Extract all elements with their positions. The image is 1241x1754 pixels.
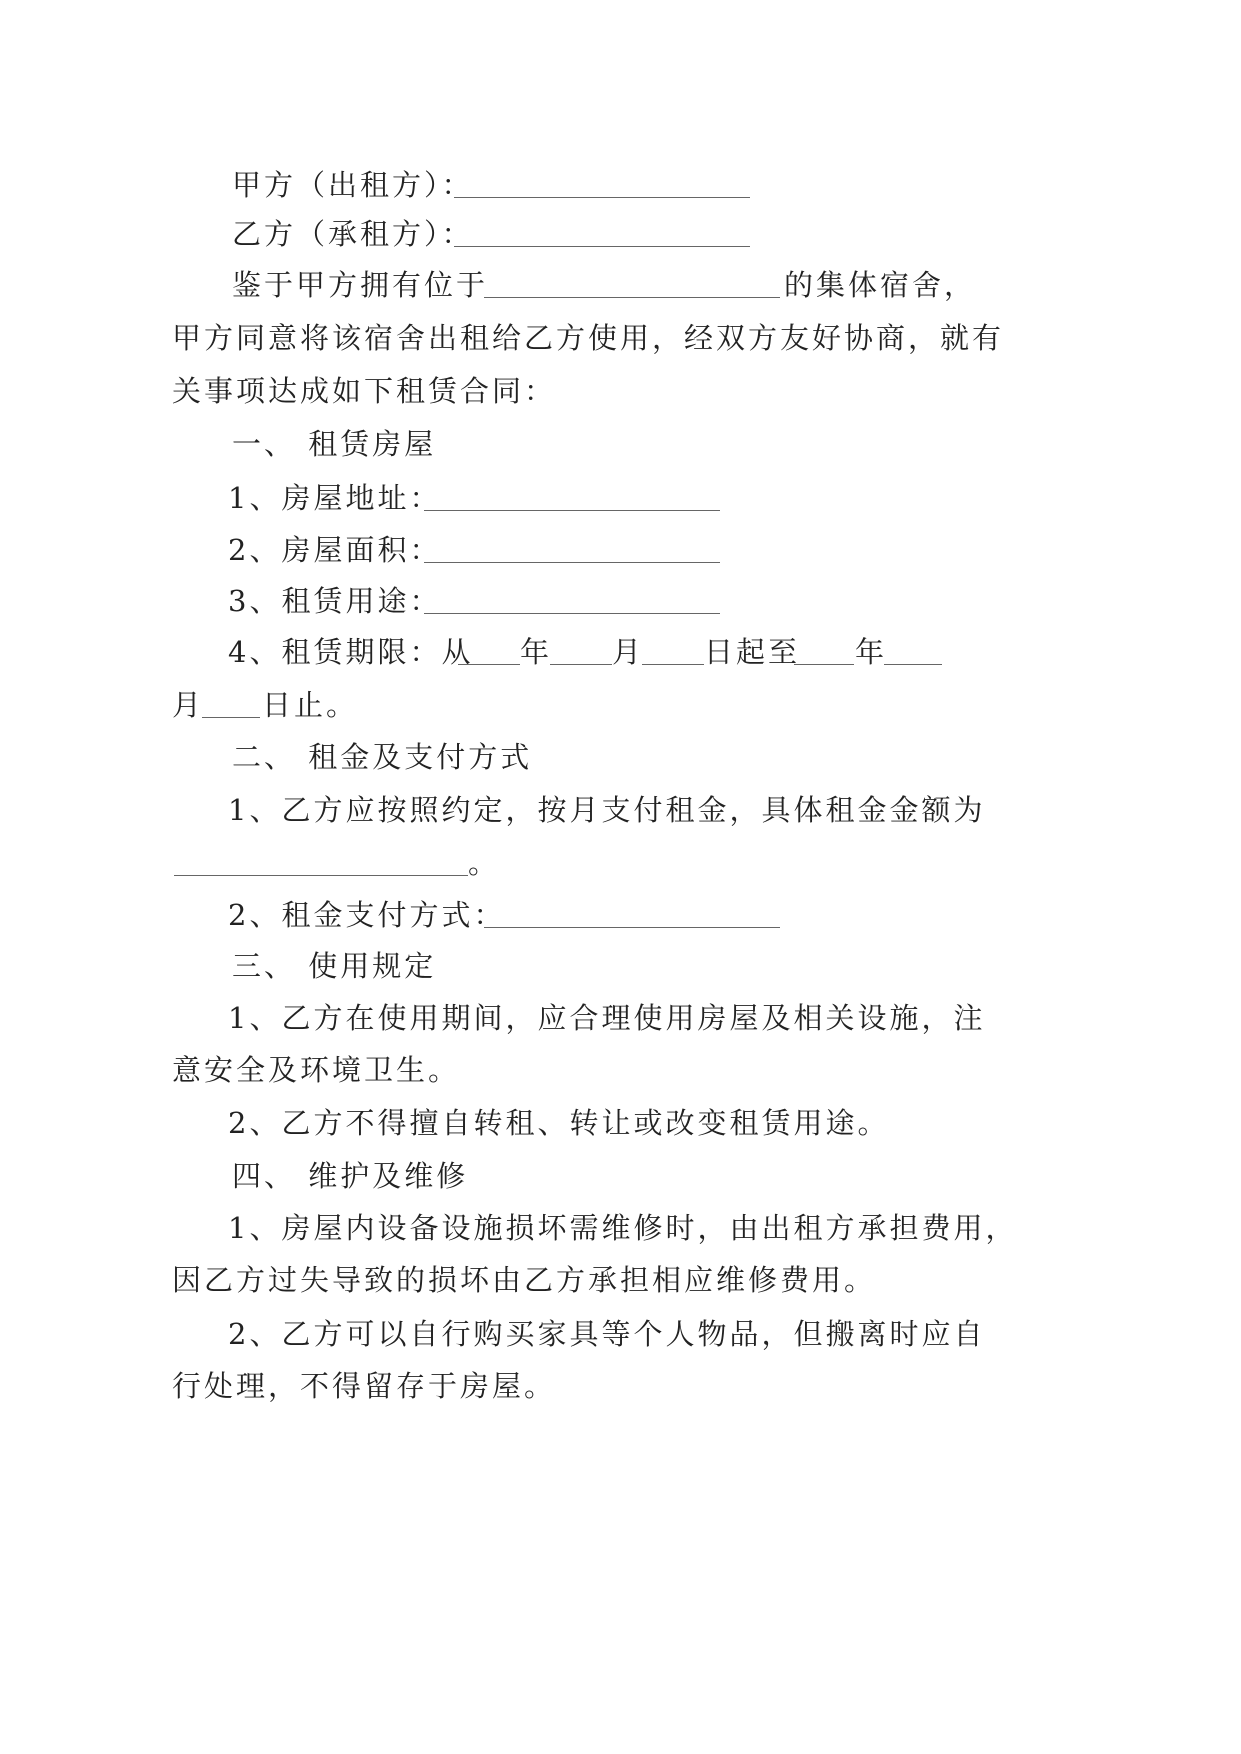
clause-1-4-cont	[0, 685, 1241, 725]
preamble-text-3: 关事项达成如下租赁合同：	[172, 374, 557, 408]
clause-3-1-text-cont: 意安全及环境卫生。	[172, 1053, 461, 1087]
clause-2-2	[0, 895, 1241, 935]
clause-4-1	[0, 1208, 1241, 1248]
payment-method-label: 2、租金支付方式：	[228, 898, 506, 932]
end-day-text: 日止。	[262, 688, 359, 722]
preamble-line-3	[0, 371, 1241, 411]
clause-1-4	[0, 632, 1241, 672]
payment-method-blank	[484, 899, 780, 928]
party-b-label: 乙方（承租方）：	[232, 217, 474, 251]
clause-4-1-text: 1、房屋内设备设施损坏需维修时，由出租方承担费用，	[228, 1211, 1018, 1245]
rent-amount-period: 。	[468, 846, 501, 880]
clause-1-1	[0, 478, 1241, 518]
clause-4-2	[0, 1314, 1241, 1354]
clause-2-1-text: 1、乙方应按照约定，按月支付租金，具体租金金额为	[228, 793, 986, 827]
start-year-text: 年	[520, 635, 553, 669]
house-address-label: 1、房屋地址：	[228, 481, 442, 515]
clause-4-2-cont	[0, 1366, 1241, 1406]
party-a-line	[0, 165, 1241, 205]
section-4-title: 四、 维护及维修	[232, 1159, 469, 1193]
preamble-line-2	[0, 318, 1241, 358]
section-1-heading	[0, 424, 1241, 464]
clause-3-2	[0, 1103, 1241, 1143]
party-b-blank	[454, 218, 750, 247]
clause-4-1-cont	[0, 1260, 1241, 1300]
clause-3-1-cont	[0, 1050, 1241, 1090]
clause-1-3	[0, 581, 1241, 621]
preamble-line-1	[0, 265, 1241, 305]
preamble-text-a: 鉴于甲方拥有位于	[232, 268, 489, 302]
preamble-text-b: 的集体宿舍，	[784, 268, 977, 302]
clause-4-2-text-cont: 行处理，不得留存于房屋。	[172, 1369, 557, 1403]
party-a-blank	[454, 169, 750, 198]
end-month-blank	[884, 636, 942, 665]
clause-2-1-cont	[0, 843, 1241, 883]
section-1-title: 一、 租赁房屋	[232, 427, 437, 461]
section-4-heading	[0, 1156, 1241, 1196]
lease-purpose-blank	[424, 585, 720, 614]
start-day-text: 日起至	[704, 635, 801, 669]
section-3-title: 三、 使用规定	[232, 949, 437, 983]
section-2-heading	[0, 737, 1241, 777]
end-year-text: 年	[855, 635, 888, 669]
section-3-heading	[0, 946, 1241, 986]
clause-3-2-text: 2、乙方不得擅自转租、转让或改变租赁用途。	[228, 1106, 890, 1140]
end-day-blank	[202, 689, 260, 718]
dormitory-location-blank	[484, 269, 780, 298]
rent-amount-blank	[174, 847, 468, 876]
end-year-blank	[794, 636, 854, 665]
start-month-text: 月	[612, 635, 645, 669]
clause-3-1-text: 1、乙方在使用期间，应合理使用房屋及相关设施，注	[228, 1001, 986, 1035]
house-area-label: 2、房屋面积：	[228, 533, 442, 567]
start-month-blank	[550, 636, 612, 665]
lease-purpose-label: 3、租赁用途：	[228, 584, 442, 618]
lease-term-label: 4、租赁期限：从	[228, 635, 474, 669]
start-year-blank	[458, 636, 520, 665]
party-a-label: 甲方（出租方）：	[232, 168, 474, 202]
start-day-blank	[642, 636, 704, 665]
preamble-text-2: 甲方同意将该宿舍出租给乙方使用，经双方友好协商，就有	[172, 321, 1005, 355]
clause-4-1-text-cont: 因乙方过失导致的损坏由乙方承担相应维修费用。	[172, 1263, 877, 1297]
house-address-blank	[424, 482, 720, 511]
clause-1-2	[0, 530, 1241, 570]
party-b-line	[0, 214, 1241, 254]
end-month-text: 月	[172, 688, 205, 722]
house-area-blank	[424, 534, 720, 563]
section-2-title: 二、 租金及支付方式	[232, 740, 533, 774]
clause-4-2-text: 2、乙方可以自行购买家具等个人物品，但搬离时应自	[228, 1317, 986, 1351]
clause-2-1	[0, 790, 1241, 830]
clause-3-1	[0, 998, 1241, 1038]
